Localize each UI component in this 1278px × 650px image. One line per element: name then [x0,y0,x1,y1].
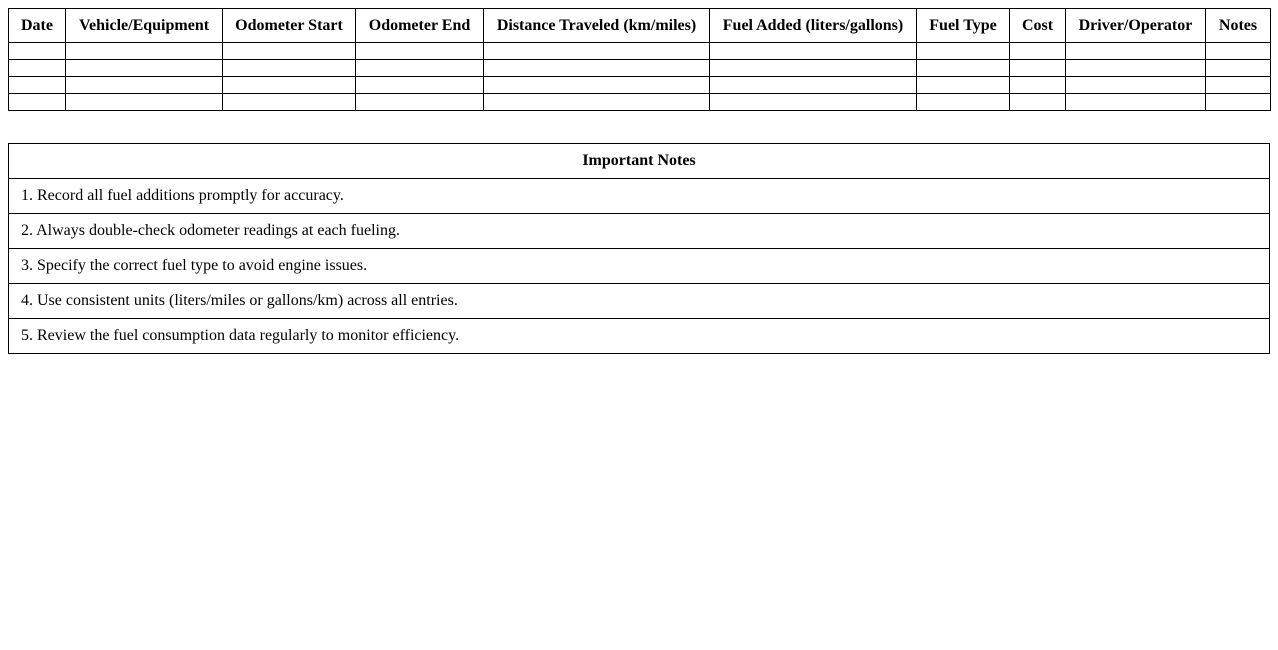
table-cell [710,94,917,111]
table-row [9,60,1271,77]
table-cell [1010,77,1066,94]
table-cell [9,77,66,94]
table-row [9,43,1271,60]
column-header-odometer-start: Odometer Start [223,9,356,43]
table-cell [66,94,223,111]
column-header-cost: Cost [1010,9,1066,43]
table-cell [9,60,66,77]
column-header-driver-operator: Driver/Operator [1066,9,1206,43]
table-cell [1066,94,1206,111]
table-cell [917,43,1010,60]
table-cell [1066,77,1206,94]
important-notes-table [8,143,1270,354]
notes-title: Important Notes [9,144,1270,179]
table-cell [917,60,1010,77]
table-cell [710,77,917,94]
table-cell [484,60,710,77]
list-item [9,284,1270,319]
table-cell [66,60,223,77]
table-cell [223,60,356,77]
list-item [9,214,1270,249]
table-cell [356,60,484,77]
table-cell [1010,60,1066,77]
note-item-3: 3. Specify the correct fuel type to avoid engine issues. [9,249,1270,284]
table-cell [1066,60,1206,77]
table-cell [9,94,66,111]
column-header-distance-traveled: Distance Traveled (km/miles) [484,9,710,43]
notes-header-row [9,144,1270,179]
note-item-5: 5. Review the fuel consumption data regularly to monitor efficiency. [9,319,1270,354]
column-header-vehicle-equipment: Vehicle/Equipment [66,9,223,43]
note-item-2: 2. Always double-check odometer readings at each fueling. [9,214,1270,249]
table-cell [1206,94,1271,111]
table-cell [1066,43,1206,60]
column-header-odometer-end: Odometer End [356,9,484,43]
table-row [9,77,1271,94]
table-cell [917,77,1010,94]
table-cell [9,43,66,60]
table-cell [710,43,917,60]
table-header-row [9,9,1271,43]
list-item [9,319,1270,354]
table-cell [917,94,1010,111]
table-cell [484,43,710,60]
fuel-log-table [8,8,1271,111]
table-cell [356,77,484,94]
list-item [9,179,1270,214]
table-cell [356,43,484,60]
column-header-notes: Notes [1206,9,1271,43]
table-cell [1010,43,1066,60]
table-cell [484,77,710,94]
table-cell [66,43,223,60]
note-item-4: 4. Use consistent units (liters/miles or gallons/km) across all entries. [9,284,1270,319]
table-cell [710,60,917,77]
table-cell [356,94,484,111]
column-header-date: Date [9,9,66,43]
table-cell [223,77,356,94]
note-item-1: 1. Record all fuel additions promptly for accuracy. [9,179,1270,214]
list-item [9,249,1270,284]
table-cell [1010,94,1066,111]
table-cell [66,77,223,94]
column-header-fuel-added: Fuel Added (liters/gallons) [710,9,917,43]
table-cell [1206,77,1271,94]
table-cell [1206,43,1271,60]
column-header-fuel-type: Fuel Type [917,9,1010,43]
table-cell [484,94,710,111]
table-row [9,94,1271,111]
table-cell [1206,60,1271,77]
table-cell [223,43,356,60]
table-cell [223,94,356,111]
